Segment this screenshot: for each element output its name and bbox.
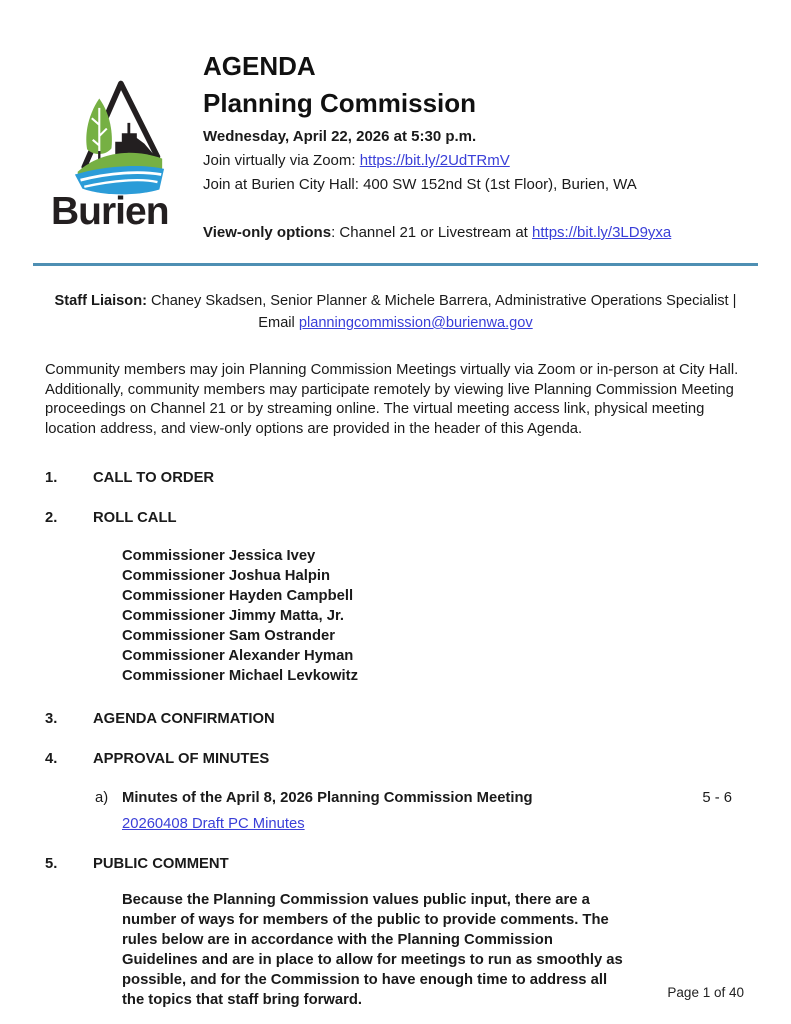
item-number: 3.: [45, 711, 58, 727]
item-title: PUBLIC COMMENT: [93, 856, 229, 872]
item-title: AGENDA CONFIRMATION: [93, 711, 275, 727]
agenda-item-approval-of-minutes: [45, 750, 746, 769]
planning-commission-email-link[interactable]: planningcommission@burienwa.gov: [298, 315, 533, 331]
item-title: ROLL CALL: [93, 510, 177, 526]
zoom-link[interactable]: https://bit.ly/2UdTRmV: [359, 152, 510, 169]
header-text-block: [203, 40, 671, 245]
agenda-item-public-comment: [45, 855, 746, 874]
burien-wordmark: Burien: [51, 190, 169, 233]
participation-intro-paragraph: Community members may join Planning Commission Meetings virtually via Zoom or in-person at City Hall. Additionally, community members may participate remotely by viewing live Planning Commission Meeting proceedings on Channel 21 or by streaming online. The virtual meeting access link, physical meeting location address, and view-only options are provided in the header of this Agenda.: [45, 362, 739, 437]
commissioner-name: Commissioner Jimmy Matta, Jr.: [122, 608, 345, 624]
item-number: 4.: [45, 751, 58, 767]
item-title: APPROVAL OF MINUTES: [93, 751, 270, 767]
commissioner-name: Commissioner Michael Levkowitz: [122, 668, 358, 684]
zoom-join-label: Join virtually via Zoom:: [203, 152, 360, 169]
minutes-link-line: [122, 814, 746, 834]
item-number: 2.: [45, 510, 58, 526]
staff-liaison-label: Staff Liaison:: [54, 293, 147, 309]
minutes-subitem-title: Minutes of the April 8, 2026 Planning Commission Meeting: [122, 790, 533, 806]
viewonly-text: : Channel 21 or Livestream at: [331, 224, 533, 241]
commission-title: Planning Commission: [203, 88, 477, 118]
public-comment-paragraph: Because the Planning Commission values public input, there are a number of ways for members of the public to provide comments. The rules below are in accordance with the Planning Commission Guidelines and are in place to allow for meetings to run as smoothly as possible, and for the Commission to have enough time to address all the topics that staff bring forward.: [122, 892, 623, 1008]
agenda-item-call-to-order: [45, 469, 746, 488]
burien-city-logo-icon: [71, 76, 167, 198]
commissioner-name: Commissioner Hayden Campbell: [122, 588, 354, 604]
item-number: 5.: [45, 856, 58, 872]
minutes-page-range: 5 - 6: [702, 790, 732, 806]
livestream-link[interactable]: https://bit.ly/3LD9yxa: [532, 224, 672, 241]
viewonly-line: [203, 221, 671, 245]
burien-logo: [45, 40, 203, 232]
document-title: AGENDA: [203, 51, 316, 81]
agenda-item-roll-call: [45, 509, 746, 528]
page-number-footer: Page 1 of 40: [667, 985, 744, 1000]
commissioner-name: Commissioner Alexander Hyman: [122, 648, 354, 664]
draft-minutes-link[interactable]: 20260408 Draft PC Minutes: [122, 816, 305, 832]
cityhall-join-line: Join at Burien City Hall: 400 SW 152nd St (1st Floor), Burien, WA: [203, 176, 637, 193]
staff-liaison-text: Chaney Skadsen, Senior Planner & Michele Barrera, Administrative Operations Specialist | Email: [146, 293, 737, 331]
commissioner-name: Commissioner Joshua Halpin: [122, 568, 331, 584]
item-title: CALL TO ORDER: [93, 470, 215, 486]
document-header: [45, 40, 746, 245]
header-divider-rule: [33, 263, 758, 266]
item-number: 1.: [45, 470, 58, 486]
commissioner-name: Commissioner Sam Ostrander: [122, 628, 335, 644]
meeting-datetime: Wednesday, April 22, 2026 at 5:30 p.m.: [203, 128, 477, 145]
viewonly-label: View-only options: [203, 224, 332, 241]
staff-liaison-block: [45, 290, 746, 334]
roll-call-name-list: [122, 546, 746, 686]
minutes-subitem: [95, 789, 746, 808]
commissioner-name: Commissioner Jessica Ivey: [122, 548, 316, 564]
subitem-letter: a): [95, 790, 109, 806]
zoom-join-line: [203, 149, 671, 173]
agenda-item-agenda-confirmation: [45, 710, 746, 729]
